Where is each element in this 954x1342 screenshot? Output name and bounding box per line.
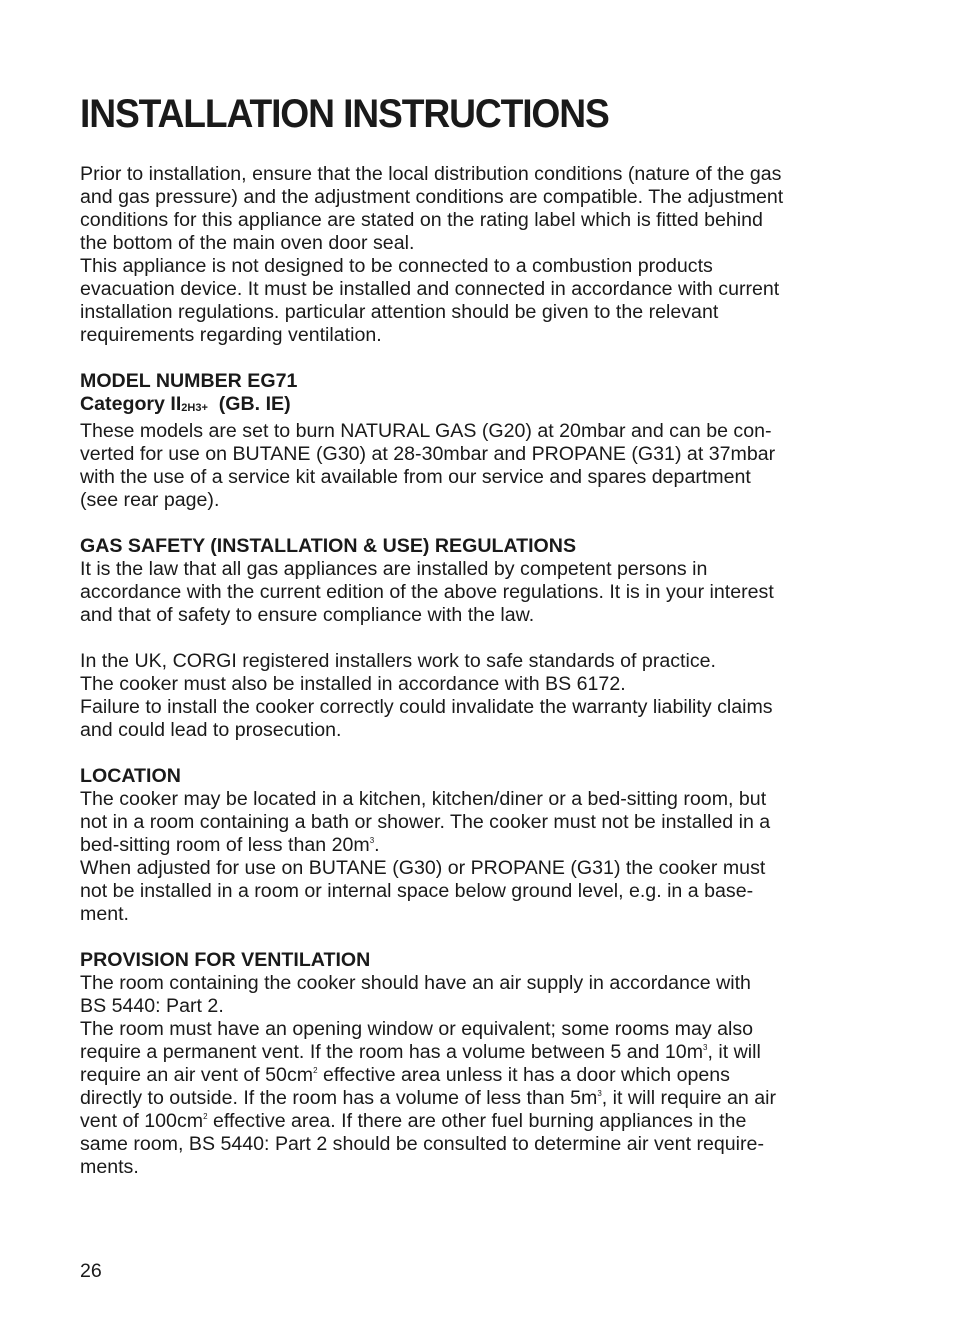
text-line: In the UK, CORGI registered installers work to safe standards of practice. [80, 650, 716, 672]
text-fragment: vent of 100cm [80, 1110, 204, 1132]
text-line: conditions for this appliance are stated on the rating label which is fitted behind [80, 209, 763, 231]
text-line: BS 5440: Part 2. [80, 995, 224, 1017]
superscript: 3 [703, 1043, 708, 1052]
text-line [80, 1110, 746, 1132]
text-line: accordance with the current edition of the above regulations. It is in your interest [80, 581, 774, 603]
text-line: and could lead to prosecution. [80, 719, 342, 741]
text-line: the bottom of the main oven door seal. [80, 232, 415, 254]
text-fragment: bed-sitting room of less than 20m [80, 834, 370, 856]
text-line: requirements regarding ventilation. [80, 324, 382, 346]
text-fragment: effective area. If there are other fuel burning appliances in the [207, 1110, 747, 1132]
text-line: and gas pressure) and the adjustment conditions are compatible. The adjustment [80, 186, 784, 208]
intro-paragraph [80, 163, 880, 347]
category-line [80, 393, 291, 415]
text-line: same room, BS 5440: Part 2 should be consulted to determine air vent require- [80, 1133, 764, 1155]
superscript: 3 [369, 836, 375, 845]
gas-safety-heading: GAS SAFETY (INSTALLATION & USE) REGULATIONS [80, 535, 577, 557]
superscript: 2 [203, 1112, 208, 1121]
text-line: ments. [80, 1156, 139, 1178]
model-heading: MODEL NUMBER EG71 [80, 370, 298, 392]
text-line: The room must have an opening window or equivalent; some rooms may also [80, 1018, 754, 1040]
location-section [80, 765, 880, 926]
category-suffix: (GB. IE) [218, 393, 291, 415]
text-fragment: directly to outside. If the room has a volume of less than 5m [80, 1087, 598, 1109]
text-line: Failure to install the cooker correctly could invalidate the warranty liability claims [80, 696, 773, 718]
text-fragment: , it will require an air [601, 1087, 776, 1109]
text-fragment: , it will [707, 1041, 761, 1063]
text-line: installation regulations. particular attention should be given to the relevant [80, 301, 719, 323]
text-line: (see rear page). [80, 489, 220, 511]
text-line [80, 1041, 761, 1063]
text-line: The cooker must also be installed in accordance with BS 6172. [80, 673, 626, 695]
ventilation-section [80, 949, 880, 1179]
gas-safety-section [80, 535, 880, 627]
text-line: verted for use on BUTANE (G30) at 28-30mbar and PROPANE (G31) at 37mbar [80, 443, 776, 465]
superscript: 3 [597, 1089, 602, 1098]
text-line: The cooker may be located in a kitchen, kitchen/diner or a bed-sitting room, but [80, 788, 767, 810]
text-line: not in a room containing a bath or shower. The cooker must not be installed in a [80, 811, 771, 833]
text-line [80, 834, 380, 856]
category-prefix: Category II [80, 393, 182, 415]
text-line [80, 1064, 730, 1086]
document-body [80, 163, 880, 1179]
text-line: These models are set to burn NATURAL GAS (G20) at 20mbar and can be con- [80, 420, 772, 442]
text-line: not be installed in a room or internal space below ground level, e.g. in a base- [80, 880, 754, 902]
text-line: ment. [80, 903, 130, 925]
model-section [80, 370, 880, 512]
gas-safety-paragraph-2 [80, 650, 880, 742]
text-line: with the use of a service kit available from our service and spares department [80, 466, 751, 488]
location-heading: LOCATION [80, 765, 181, 787]
text-line: When adjusted for use on BUTANE (G30) or PROPANE (G31) the cooker must [80, 857, 766, 879]
text-line: The room containing the cooker should have an air supply in accordance with [80, 972, 751, 994]
text-fragment: effective area unless it has a door which opens [317, 1064, 730, 1086]
ventilation-heading: PROVISION FOR VENTILATION [80, 949, 371, 971]
text-fragment: require an air vent of 50cm [80, 1064, 314, 1086]
text-line: evacuation device. It must be installed and connected in accordance with current [80, 278, 780, 300]
page-title: INSTALLATION INSTRUCTIONS [80, 92, 609, 136]
text-line: Prior to installation, ensure that the local distribution conditions (nature of the gas [80, 163, 782, 185]
text-line: It is the law that all gas appliances are installed by competent persons in [80, 558, 708, 580]
superscript: 2 [313, 1066, 318, 1075]
category-subscript: 2H3+ [181, 402, 208, 414]
text-line [80, 1087, 776, 1109]
text-fragment: require a permanent vent. If the room has a volume between 5 and 10m [80, 1041, 704, 1063]
page-number: 26 [80, 1260, 102, 1282]
text-fragment: . [374, 834, 380, 856]
text-line: and that of safety to ensure compliance with the law. [80, 604, 535, 626]
text-line: This appliance is not designed to be connected to a combustion products [80, 255, 713, 277]
